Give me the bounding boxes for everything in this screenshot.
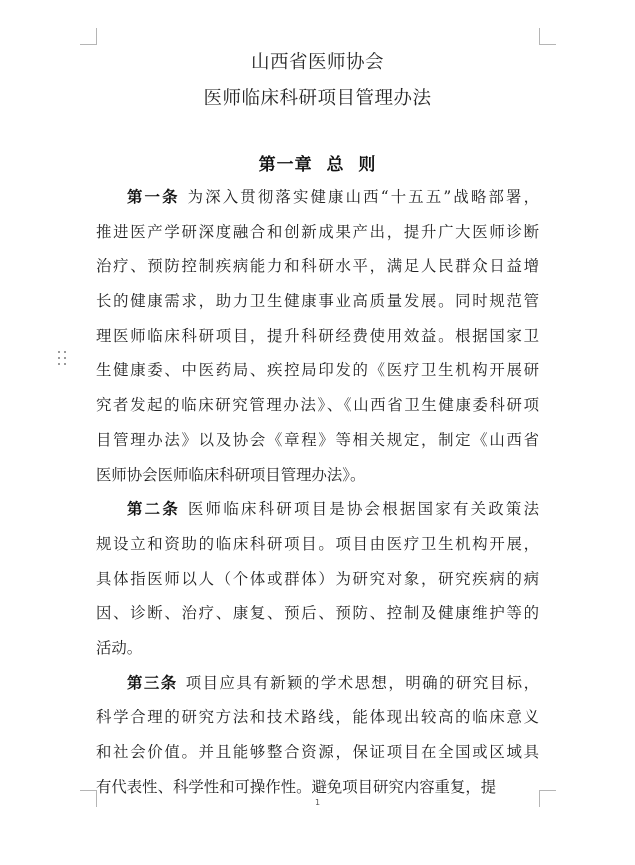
drag-handle-icon[interactable] xyxy=(57,350,69,368)
article-first-line xyxy=(96,180,539,215)
article-text: 有代表性、科学性和可操作性。避免项目研究内容重复，提 xyxy=(96,777,497,796)
article-text-line xyxy=(96,596,539,631)
article-text-line xyxy=(96,388,539,423)
article-text-line xyxy=(96,631,539,666)
article-first-line xyxy=(96,666,539,701)
article-text: 项目应具有新颖的学术思想，明确的研究目标， xyxy=(185,673,539,692)
article-text: 为深入贯彻落实健康山西“十五五”战略部署， xyxy=(187,188,539,206)
article-text: 医师临床科研项目是协会根据国家有关政策法 xyxy=(188,500,539,519)
article-text: 医师协会医师临床科研项目管理办法》。 xyxy=(96,465,366,484)
crop-mark-top-right xyxy=(539,28,556,45)
article-label: 第一条 xyxy=(127,188,180,206)
article-text: 理医师临床科研项目，提升科研经费使用效益。根据国家卫 xyxy=(96,326,539,345)
article-text-line xyxy=(96,319,539,354)
article-text-line xyxy=(96,423,539,458)
article-text: 生健康委、中医药局、疾控局印发的《医疗卫生机构开展研 xyxy=(96,361,539,380)
article-text-line xyxy=(96,353,539,388)
article-text: 科学合理的研究方法和技术路线，能体现出较高的临床意义 xyxy=(96,708,539,727)
article-text: 推进医产学研深度融合和创新成果产出，提升广大医师诊断 xyxy=(96,222,539,241)
article-text-line xyxy=(96,215,539,250)
article-text: 具体指医师以人（个体或群体）为研究对象，研究疾病的病 xyxy=(96,569,539,588)
article-text-line xyxy=(96,284,539,319)
article-label: 第二条 xyxy=(127,500,180,519)
article-label: 第三条 xyxy=(127,673,178,692)
article-text: 长的健康需求，助力卫生健康事业高质量发展。同时规范管 xyxy=(96,292,539,311)
document-title-line1: 山西省医师协会 xyxy=(250,52,384,73)
article-text-line xyxy=(96,249,539,284)
article-text-line xyxy=(96,458,539,493)
article-text: 活动。 xyxy=(96,638,143,657)
article-text-line xyxy=(96,562,539,597)
article-text: 治疗、预防控制疾病能力和科研水平，满足人民群众日益增 xyxy=(96,257,539,276)
article-text: 规设立和资助的临床科研项目。项目由医疗卫生机构开展， xyxy=(96,534,539,553)
document-title-line2: 医师临床科研项目管理办法 xyxy=(203,88,432,109)
article-text-line xyxy=(96,527,539,562)
page-number: 1 xyxy=(314,798,321,807)
document-body xyxy=(96,180,539,804)
chapter-heading: 第一章 总 则 xyxy=(258,155,377,175)
article-first-line xyxy=(96,492,539,527)
article-text-line xyxy=(96,700,539,735)
article-text: 究者发起的临床研究管理办法》、《山西省卫生健康委科研项 xyxy=(96,396,539,415)
article-text: 和社会价值。并且能够整合资源，保证项目在全国或区域具 xyxy=(96,743,539,761)
article-text-line xyxy=(96,735,539,770)
article-text: 因、诊断、治疗、康复、预后、预防、控制及健康维护等的 xyxy=(96,604,539,623)
article-text: 目管理办法》以及协会《章程》等相关规定，制定《山西省 xyxy=(96,430,539,449)
crop-mark-top-left xyxy=(80,28,97,45)
